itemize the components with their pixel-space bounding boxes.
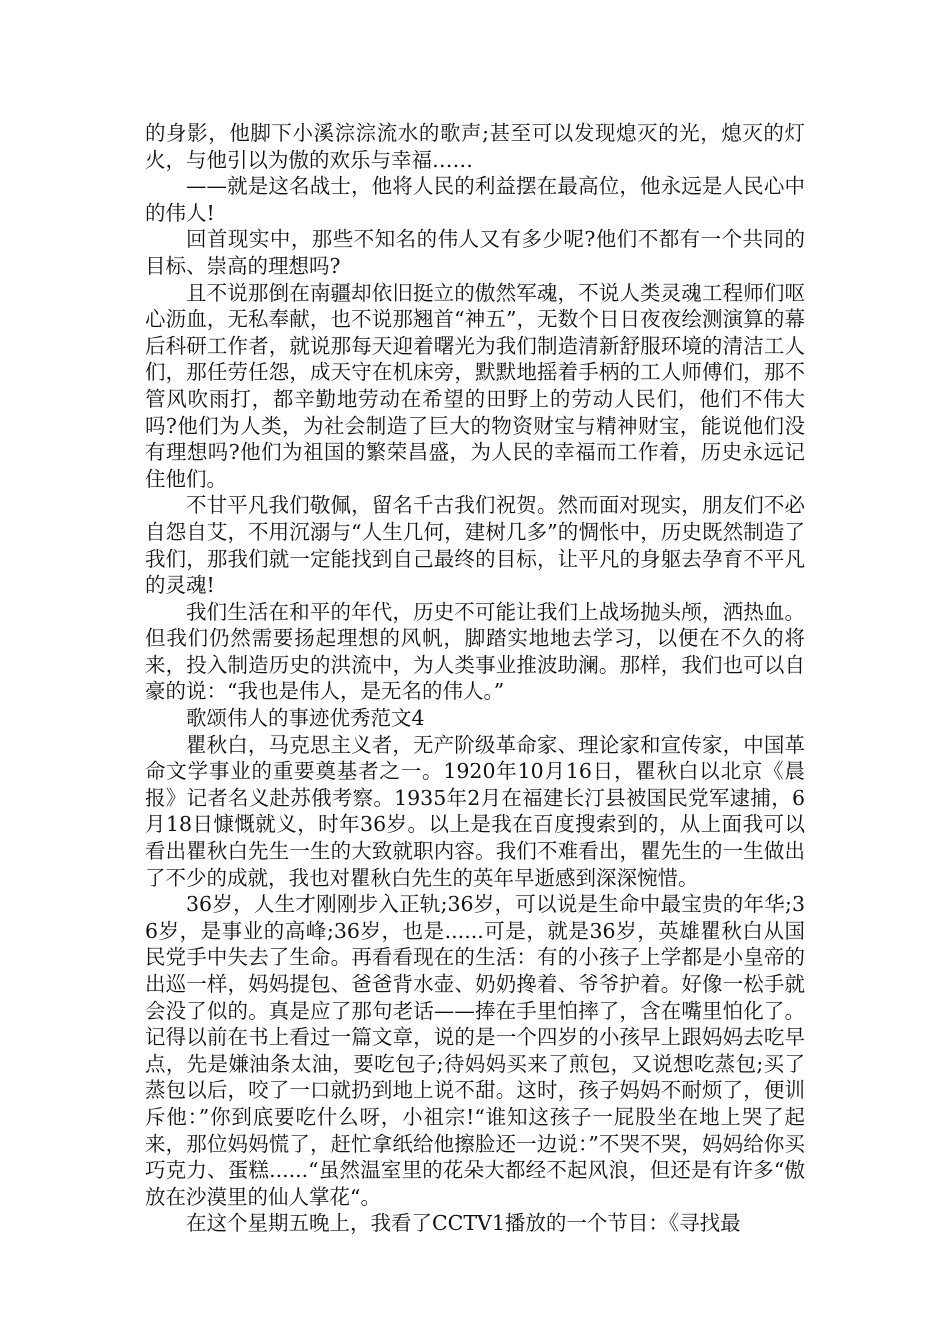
paragraph-5: 不甘平凡我们敬佩，留名千古我们祝贺。然而面对现实，朋友们不必自怨自艾，不用沉溺与“人生几何，建树几多”的惆怅中，历史既然制造了我们，那我们就一定能找到自己最终的目标，让平凡的身躯去孕育不平凡的灵魂! — [145, 493, 805, 598]
paragraph-4: 且不说那倒在南疆却依旧挺立的傲然军魂，不说人类灵魂工程师们呕心沥血，无私奉献，也不说那翘首“神五”，无数个日日夜夜绘测演算的幕后科研工作者，就说那每天迎着曙光为我们制造清新舒服环境的清洁工人们，那任劳任怨，成天守在机床旁，默默地摇着手柄的工人师傅们，那不管风吹雨打，都辛勤地劳动在希望的田野上的劳动人民们，他们不伟大吗?他们为人类，为社会制造了巨大的物资财宝与精神财宝，能说他们没有理想吗?他们为祖国的繁荣昌盛，为人民的幸福而工作着，历史永远记住他们。 — [145, 280, 805, 491]
paragraph-2: ——就是这名战士，他将人民的利益摆在最高位，他永远是人民心中的伟人! — [145, 174, 805, 225]
paragraph-8: 36岁，人生才刚刚步入正轨;36岁，可以说是生命中最宝贵的年华;36岁，是事业的高峰;36岁，也是......可是，就是36岁，英雄瞿秋白从国民党手中失去了生命。再看看现在的生活：有的小孩子上学都是小皇帝的出巡一样，妈妈提包、爸爸背水壶、奶奶搀着、爷爷护着。好像一松手就会没了似的。真是应了那句老话——捧在手里怕摔了，含在嘴里怕化了。记得以前在书上看过一篇文章，说的是一个四岁的小孩早上跟妈妈去吃早点，先是嫌油条太油，要吃包子;待妈妈买来了煎包，又说想吃蒸包;买了蒸包以后，咬了一口就扔到地上说不甜。这时，孩子妈妈不耐烦了，便训斥他：”你到底要吃什么呀，小祖宗!“谁知这孩子一屁股坐在地上哭了起来，那位妈妈慌了，赶忙拿纸给他擦脸还一边说：”不哭不哭，妈妈给你买巧克力、蛋糕......“虽然温室里的花朵大都经不起风浪，但还是有许多“傲放在沙漠里的仙人掌花“。 — [145, 892, 805, 1209]
paragraph-9: 在这个星期五晚上，我看了CCTV1播放的一个节目：《寻找最 — [186, 1211, 741, 1236]
document-page — [145, 120, 805, 1237]
paragraph-6: 我们生活在和平的年代，历史不可能让我们上战场抛头颅，洒热血。但我们仍然需要扬起理想的风帆，脚踏实地地去学习，以便在不久的将来，投入制造历史的洪流中，为人类事业推波助澜。那样，我们也可以自豪的说：“我也是伟人，是无名的伟人。” — [145, 599, 805, 704]
paragraph-1: 的身影，他脚下小溪淙淙流水的歌声;甚至可以发现熄灭的光，熄灭的灯火，与他引以为傲的欢乐与幸福…… — [145, 121, 805, 172]
paragraph-3: 回首现实中，那些不知名的伟人又有多少呢?他们不都有一个共同的目标、崇高的理想吗? — [145, 227, 805, 278]
section-heading: 歌颂伟人的事迹优秀范文4 — [186, 706, 425, 731]
paragraph-7: 瞿秋白，马克思主义者，无产阶级革命家、理论家和宣传家，中国革命文学事业的重要奠基者之一。1920年10月16日，瞿秋白以北京《晨报》记者名义赴苏俄考察。1935年2月在福建长汀县被国民党军逮捕，6月18日慷慨就义，时年36岁。以上是我在百度搜索到的，从上面我可以看出瞿秋白先生一生的大致就职内容。我们不难看出，瞿先生的一生做出了不少的成就，我也对瞿秋白先生的英年早逝感到深深惋惜。 — [145, 732, 805, 890]
